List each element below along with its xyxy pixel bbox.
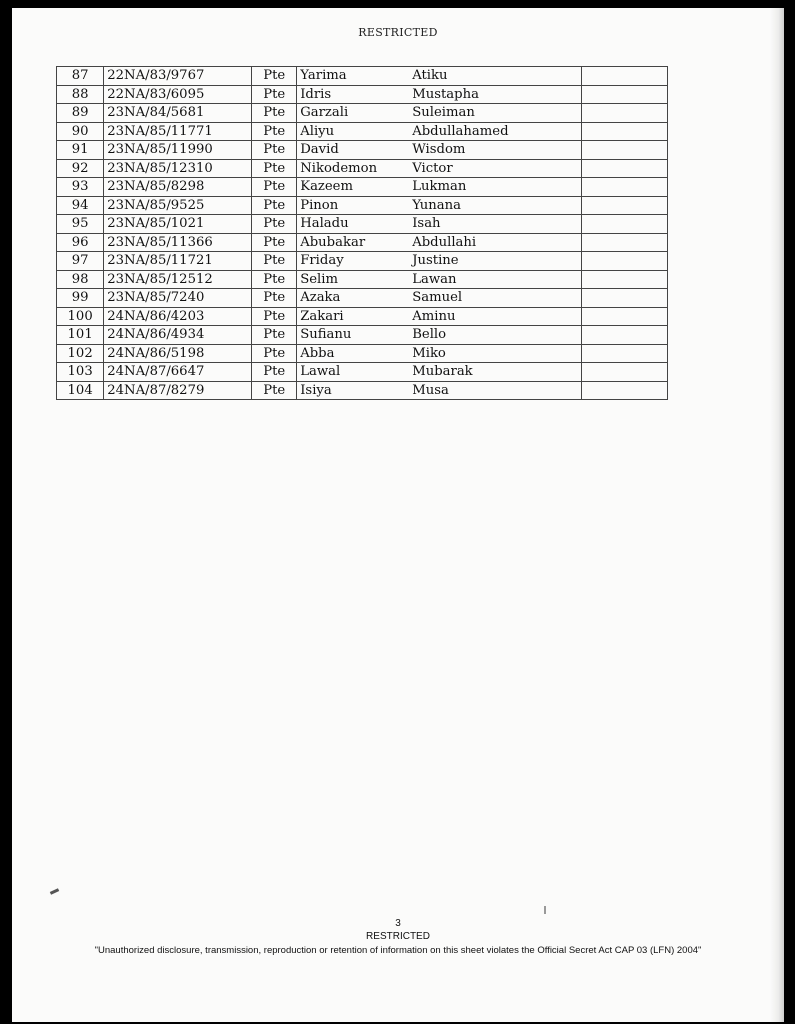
last-name: Mustapha [412,86,479,102]
rank-cell: Pte [252,141,297,160]
remarks-cell [581,233,667,252]
rank-cell: Pte [252,363,297,382]
first-name: Azaka [300,290,341,306]
first-name: Idris [300,86,332,102]
serial-number-cell: 98 [57,270,104,289]
last-name: Abdullahi [412,234,477,250]
table-row [57,215,668,234]
army-number-cell: 24NA/86/4934 [104,326,252,345]
last-name: Justine [412,253,459,269]
remarks-cell [581,252,667,271]
table-row [57,141,668,160]
name-cell [297,159,581,178]
remarks-cell [581,307,667,326]
first-name: Abba [300,345,335,361]
table-row [57,289,668,308]
name-cell [297,141,581,160]
serial-number-cell: 101 [57,326,104,345]
army-number-cell: 23NA/85/9525 [104,196,252,215]
army-number-cell: 24NA/86/5198 [104,344,252,363]
army-number-cell: 23NA/85/7240 [104,289,252,308]
rank-cell: Pte [252,104,297,123]
remarks-cell [581,381,667,400]
rank-cell: Pte [252,326,297,345]
name-cell [297,326,581,345]
rank-cell: Pte [252,233,297,252]
last-name: Abdullahamed [412,123,509,139]
rank-cell: Pte [252,307,297,326]
last-name: Yunana [412,197,461,213]
rank-cell: Pte [252,270,297,289]
remarks-cell [581,270,667,289]
remarks-cell [581,196,667,215]
first-name: Nikodemon [300,160,378,176]
remarks-cell [581,289,667,308]
table-row [57,104,668,123]
first-name: Aliyu [300,123,335,139]
first-name: Kazeem [300,179,353,195]
name-cell [297,363,581,382]
name-cell [297,215,581,234]
first-name: Sufianu [300,327,352,343]
table-row [57,122,668,141]
name-cell [297,252,581,271]
remarks-cell [581,344,667,363]
rank-cell: Pte [252,85,297,104]
serial-number-cell: 94 [57,196,104,215]
serial-number-cell: 96 [57,233,104,252]
table-row [57,67,668,86]
page-edge-shadow [770,8,784,1022]
personnel-table [56,66,668,400]
remarks-cell [581,67,667,86]
table-row [57,344,668,363]
serial-number-cell: 99 [57,289,104,308]
remarks-cell [581,141,667,160]
rank-cell: Pte [252,252,297,271]
serial-number-cell: 95 [57,215,104,234]
army-number-cell: 22NA/83/6095 [104,85,252,104]
document-page [12,8,784,1022]
rank-cell: Pte [252,215,297,234]
army-number-cell: 23NA/85/11771 [104,122,252,141]
last-name: Bello [412,327,447,343]
last-name: Victor [412,160,453,176]
rank-cell: Pte [252,159,297,178]
remarks-cell [581,104,667,123]
footer-classification: RESTRICTED [366,931,430,942]
table-row [57,159,668,178]
remarks-cell [581,122,667,141]
army-number-cell: 24NA/87/6647 [104,363,252,382]
army-number-cell: 22NA/83/9767 [104,67,252,86]
last-name: Atiku [412,68,448,84]
name-cell [297,104,581,123]
army-number-cell: 23NA/85/12310 [104,159,252,178]
serial-number-cell: 88 [57,85,104,104]
army-number-cell: 23NA/85/12512 [104,270,252,289]
secrecy-notice: "Unauthorized disclosure, transmission, reproduction or retention of information on this sheet violates the Official Secret Act CAP 03 (LFN) 2004" [94,945,702,956]
rank-cell: Pte [252,381,297,400]
first-name: Garzali [300,105,349,121]
name-cell [297,381,581,400]
table-row [57,196,668,215]
table-row [57,270,668,289]
table-row [57,326,668,345]
rank-cell: Pte [252,67,297,86]
name-cell [297,85,581,104]
name-cell [297,67,581,86]
remarks-cell [581,85,667,104]
army-number-cell: 23NA/85/11721 [104,252,252,271]
last-name: Lawan [412,271,457,287]
remarks-cell [581,215,667,234]
serial-number-cell: 89 [57,104,104,123]
first-name: Yarima [300,68,347,84]
rank-cell: Pte [252,344,297,363]
last-name: Samuel [412,290,463,306]
name-cell [297,344,581,363]
serial-number-cell: 102 [57,344,104,363]
rank-cell: Pte [252,289,297,308]
first-name: Lawal [300,364,341,380]
last-name: Aminu [412,308,456,324]
table-row [57,307,668,326]
name-cell [297,233,581,252]
army-number-cell: 23NA/85/11990 [104,141,252,160]
serial-number-cell: 91 [57,141,104,160]
table-row [57,252,668,271]
header-classification: RESTRICTED [358,26,438,39]
first-name: Isiya [300,382,332,398]
table-row [57,178,668,197]
page-footer [12,918,784,957]
serial-number-cell: 93 [57,178,104,197]
first-name: Friday [300,253,344,269]
last-name: Suleiman [412,105,475,121]
remarks-cell [581,178,667,197]
rank-cell: Pte [252,178,297,197]
army-number-cell: 23NA/85/8298 [104,178,252,197]
name-cell [297,307,581,326]
army-number-cell: 24NA/86/4203 [104,307,252,326]
table-row [57,233,668,252]
remarks-cell [581,326,667,345]
army-number-cell: 23NA/85/11366 [104,233,252,252]
scan-speck [544,906,546,914]
last-name: Lukman [412,179,467,195]
scan-speck [50,888,59,895]
rank-cell: Pte [252,122,297,141]
rank-cell: Pte [252,196,297,215]
name-cell [297,122,581,141]
serial-number-cell: 104 [57,381,104,400]
last-name: Musa [412,382,449,398]
last-name: Mubarak [412,364,473,380]
table-row [57,381,668,400]
page-number: 3 [395,918,401,929]
first-name: Selim [300,271,338,287]
remarks-cell [581,363,667,382]
serial-number-cell: 100 [57,307,104,326]
army-number-cell: 23NA/85/1021 [104,215,252,234]
remarks-cell [581,159,667,178]
table-row [57,85,668,104]
first-name: Haladu [300,216,349,232]
army-number-cell: 23NA/84/5681 [104,104,252,123]
first-name: David [300,142,339,158]
name-cell [297,196,581,215]
last-name: Miko [412,345,446,361]
army-number-cell: 24NA/87/8279 [104,381,252,400]
table-row [57,363,668,382]
first-name: Abubakar [300,234,366,250]
serial-number-cell: 97 [57,252,104,271]
name-cell [297,178,581,197]
name-cell [297,289,581,308]
serial-number-cell: 87 [57,67,104,86]
serial-number-cell: 92 [57,159,104,178]
serial-number-cell: 90 [57,122,104,141]
personnel-table-body [57,67,668,400]
last-name: Isah [412,216,441,232]
first-name: Pinon [300,197,339,213]
name-cell [297,270,581,289]
last-name: Wisdom [412,142,466,158]
serial-number-cell: 103 [57,363,104,382]
first-name: Zakari [300,308,344,324]
